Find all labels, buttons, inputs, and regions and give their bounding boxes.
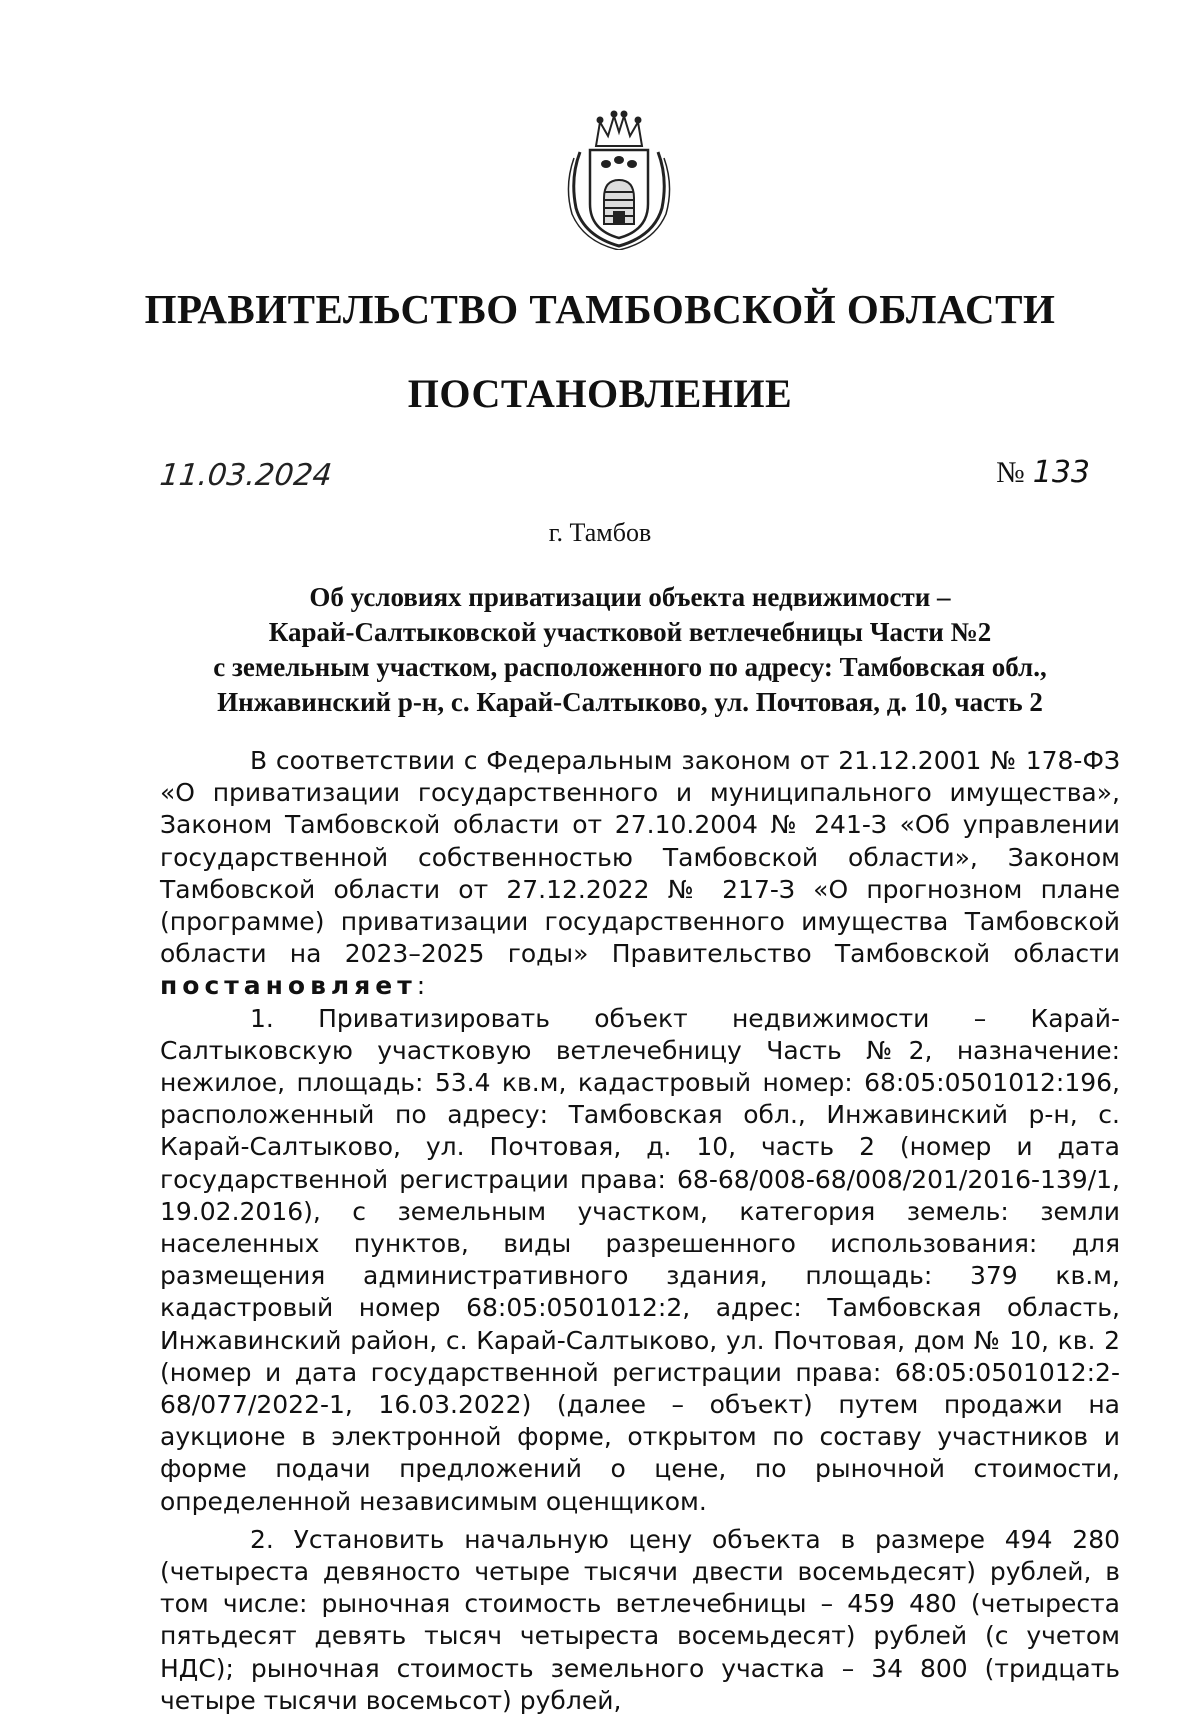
intro-paragraph bbox=[160, 745, 1120, 1003]
item-1-paragraph: 1. Приватизировать объект недвижимости – Карай-Салтыковскую участковую ветлечебницу Часть №2, назначение: нежилое, площадь: 53.4 кв.м, кадастровый номер: 68:05:0501012:196, расположенный по адресу: Тамбовская обл., Инжавинский р-н, с. Карай-Салтыково, ул. Почтовая, д. 10, часть 2 (номер и дата государственной регистрации права: 68-68/008-68/008/201/2016-139/1, 19.02.2016), с земельным участком, категория земель: земли населенных пунктов, виды разрешенного использования: для размещения административного здания, площадь: 379 кв.м, кадастровый номер 68:05:0501012:2, адрес: Тамбовская область, Инжавинский район, с. Карай-Салтыково, ул. Почтовая, дом № 10, кв. 2 (номер и дата государственной регистрации права: 68:05:0501012:2-68/077/2022-1, 16.03.2022) (далее – объект) путем продажи на аукционе в электронной форме, открытом по составу участников и форме подачи предложений о цене, по рыночной стоимости, определенной независимым оценщиком. bbox=[160, 1003, 1120, 1516]
heading-line: Об условиях приватизации объекта недвижимости – bbox=[309, 582, 951, 612]
organization-title: ПРАВИТЕЛЬСТВО ТАМБОВСКОЙ ОБЛАСТИ bbox=[144, 286, 1056, 332]
heading-line: Карай-Салтыковской участковой ветлечебницы Части №2 bbox=[268, 617, 992, 647]
heading-line: с земельным участком, расположенного по адресу: Тамбовская обл., bbox=[213, 652, 1047, 682]
document-body bbox=[160, 745, 1120, 1717]
document-type: ПОСТАНОВЛЕНИЕ bbox=[407, 371, 793, 416]
decree-word: постановляет bbox=[160, 971, 417, 1001]
intro-text: В соответствии с Федеральным законом от 21.12.2001 № 178-ФЗ «О приватизации государственного и муниципального имущества», Законом Тамбовской области от 27.10.2004 № 241-З «Об управлении государственной собственностью Тамбовской области», Законом Тамбовской области от 27.12.2022 № 217-З «О прогнозном плане (программе) приватизации государственного имущества Тамбовской области на 2023–2025 годы» Правительство Тамбовской области bbox=[160, 746, 1120, 969]
document-date: 11.03.2024 bbox=[158, 458, 334, 493]
number-sign: № bbox=[996, 456, 1025, 489]
decree-colon: : bbox=[416, 971, 426, 1001]
coat-of-arms-emblem bbox=[560, 108, 678, 250]
heading-line: Инжавинский р-н, с. Карай-Салтыково, ул. Почтовая, д. 10, часть 2 bbox=[217, 687, 1043, 717]
city-label: г. Тамбов bbox=[548, 518, 652, 547]
number-value: 133 bbox=[1032, 455, 1090, 490]
item-2-paragraph: 2. Установить начальную цену объекта в размере 494 280 (четыреста девяносто четыре тысячи двести восемьдесят) рублей, в том числе: рыночная стоимость ветлечебницы – 459 480 (четыреста пятьдесят девять тысяч четыреста восемьдесят) рублей (с учетом НДС); рыночная стоимость земельного участка – 34 800 (тридцать четыре тысячи восемьсот) рублей, bbox=[160, 1524, 1120, 1715]
document-number bbox=[996, 455, 1090, 490]
document-heading bbox=[160, 580, 1100, 720]
